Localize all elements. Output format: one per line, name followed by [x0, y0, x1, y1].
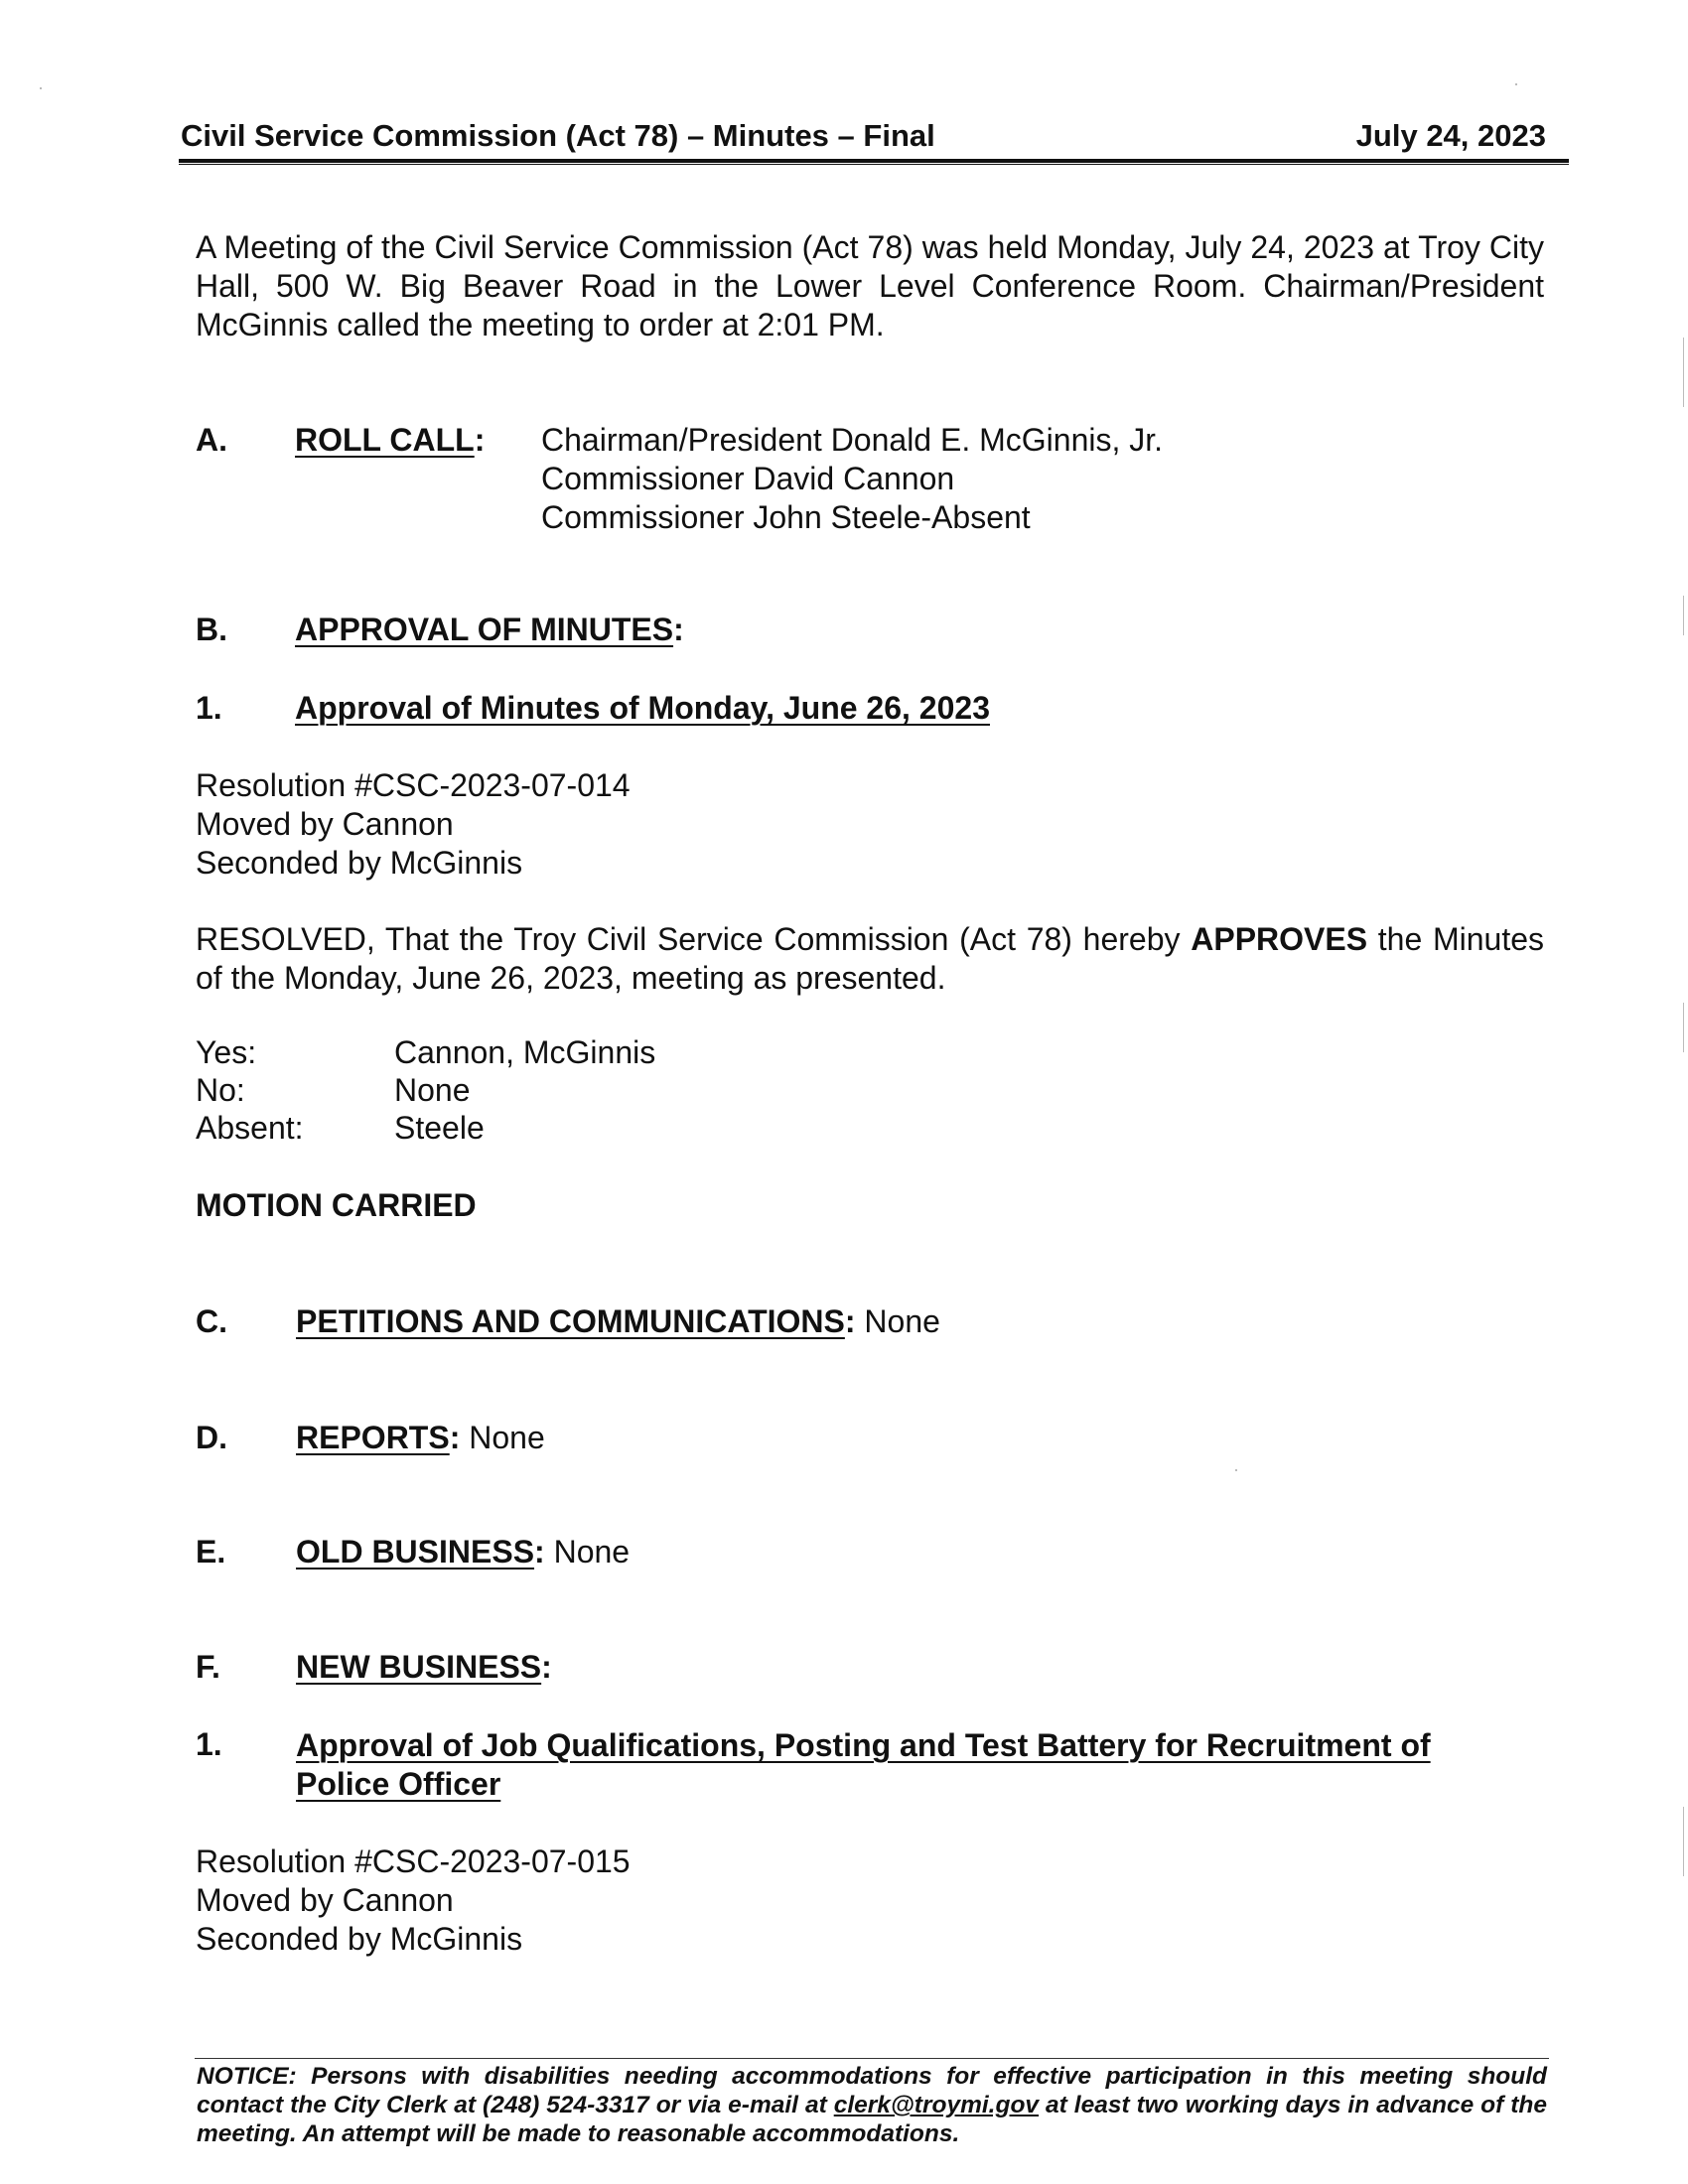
approval-colon: : — [673, 612, 684, 647]
resolved-text-bold: APPROVES — [1191, 921, 1368, 957]
roll-call-member: Commissioner David Cannon — [541, 461, 955, 496]
notice-text-post: at least two working days in advance of the meeting. An attempt will be made to reasonable accommodations. — [197, 2092, 1547, 2147]
section-letter-f: F. — [196, 1649, 220, 1685]
new-business-colon: : — [541, 1649, 552, 1685]
scan-speck — [1683, 596, 1684, 635]
resolved-text-post: the Minutes of the Monday, June 26, 2023, meeting as presented. — [196, 921, 1545, 996]
header-rule — [179, 159, 1569, 163]
resolution-block-1 — [196, 766, 631, 883]
vote-label: Yes: — [196, 1034, 257, 1070]
resolution-number: Resolution #CSC-2023-07-015 — [196, 1843, 631, 1879]
roll-call-member: Chairman/President Donald E. McGinnis, Jr. — [541, 422, 1164, 458]
item-number-b1: 1. — [196, 690, 222, 726]
roll-call-heading — [295, 422, 485, 459]
header-title: Civil Service Commission (Act 78) – Minutes – Final — [181, 118, 935, 153]
roll-call-member: Commissioner John Steele-Absent — [541, 499, 1031, 535]
scan-speck — [40, 87, 42, 89]
vote-value: Cannon, McGinnis — [394, 1034, 656, 1070]
intro-paragraph: A Meeting of the Civil Service Commission (Act 78) was held Monday, July 24, 2023 at Troy City Hall, 500 W. Big Beaver Road in the Lower Level Conference Room. Chairman/President McGinnis called the meeting to order at 2:01 PM. — [196, 229, 1544, 342]
new-business-item-title-line2: Police Officer — [296, 1766, 501, 1802]
vote-value: None — [394, 1072, 471, 1108]
old-business-heading-text: OLD BUSINESS — [296, 1534, 535, 1570]
header-date: July 24, 2023 — [1355, 118, 1546, 153]
resolved-paragraph — [196, 920, 1544, 998]
approval-heading — [295, 612, 684, 648]
approval-item-title: Approval of Minutes of Monday, June 26, 2023 — [295, 690, 990, 726]
footer-rule — [195, 2058, 1549, 2059]
resolution-block-2 — [196, 1843, 631, 1959]
header-rule-thin — [179, 164, 1569, 165]
vote-table — [196, 1033, 655, 1147]
new-business-item-title-line1: Approval of Job Qualifications, Posting and Test Battery for Recruitment of — [296, 1727, 1431, 1763]
roll-call-colon: : — [474, 422, 486, 458]
scan-speck — [1235, 1469, 1237, 1471]
old-business-heading — [296, 1534, 630, 1570]
old-business-colon: : — [534, 1534, 545, 1570]
vote-label: Absent: — [196, 1110, 304, 1146]
approval-heading-text: APPROVAL OF MINUTES — [295, 612, 674, 647]
section-letter-e: E. — [196, 1534, 226, 1570]
resolution-number: Resolution #CSC-2023-07-014 — [196, 767, 631, 803]
seconded-by: Seconded by McGinnis — [196, 845, 523, 881]
reports-value: None — [460, 1420, 545, 1455]
petitions-colon: : — [844, 1303, 856, 1339]
reports-colon: : — [449, 1420, 461, 1455]
petitions-heading-text: PETITIONS AND COMMUNICATIONS — [296, 1303, 845, 1339]
section-letter-d: D. — [196, 1420, 227, 1455]
roll-call-members — [541, 421, 1163, 537]
section-letter-a: A. — [196, 422, 227, 458]
roll-call-heading-text: ROLL CALL — [295, 422, 475, 458]
motion-result: MOTION CARRIED — [196, 1187, 477, 1223]
new-business-heading-text: NEW BUSINESS — [296, 1649, 542, 1685]
notice-text-pre: NOTICE: Persons with disabilities needing accommodations for effective participation in this meeting should contact the City Clerk at (248) 524-3317 or via e-mail at — [197, 2063, 1547, 2118]
section-letter-b: B. — [196, 612, 227, 647]
petitions-value: None — [855, 1303, 940, 1339]
resolved-text-pre: RESOLVED, That the Troy Civil Service Commission (Act 78) hereby — [196, 921, 1192, 957]
page-header — [181, 114, 1546, 154]
section-letter-c: C. — [196, 1303, 227, 1339]
accessibility-notice — [197, 2062, 1547, 2148]
moved-by: Moved by Cannon — [196, 1882, 454, 1918]
vote-value: Steele — [394, 1110, 485, 1146]
item-number-f1: 1. — [196, 1726, 222, 1762]
vote-label: No: — [196, 1072, 245, 1108]
reports-heading — [296, 1420, 545, 1456]
scan-speck — [1683, 1807, 1684, 1876]
scan-speck — [1515, 83, 1517, 85]
petitions-heading — [296, 1303, 940, 1340]
new-business-item-title — [296, 1726, 1431, 1804]
scan-speck — [1683, 1003, 1684, 1052]
seconded-by: Seconded by McGinnis — [196, 1921, 523, 1957]
old-business-value: None — [544, 1534, 631, 1570]
scan-speck — [1683, 338, 1684, 407]
reports-heading-text: REPORTS — [296, 1420, 450, 1455]
clerk-email-link[interactable]: clerk@troymi.gov — [833, 2092, 1040, 2118]
moved-by: Moved by Cannon — [196, 806, 454, 842]
new-business-heading — [296, 1649, 552, 1686]
